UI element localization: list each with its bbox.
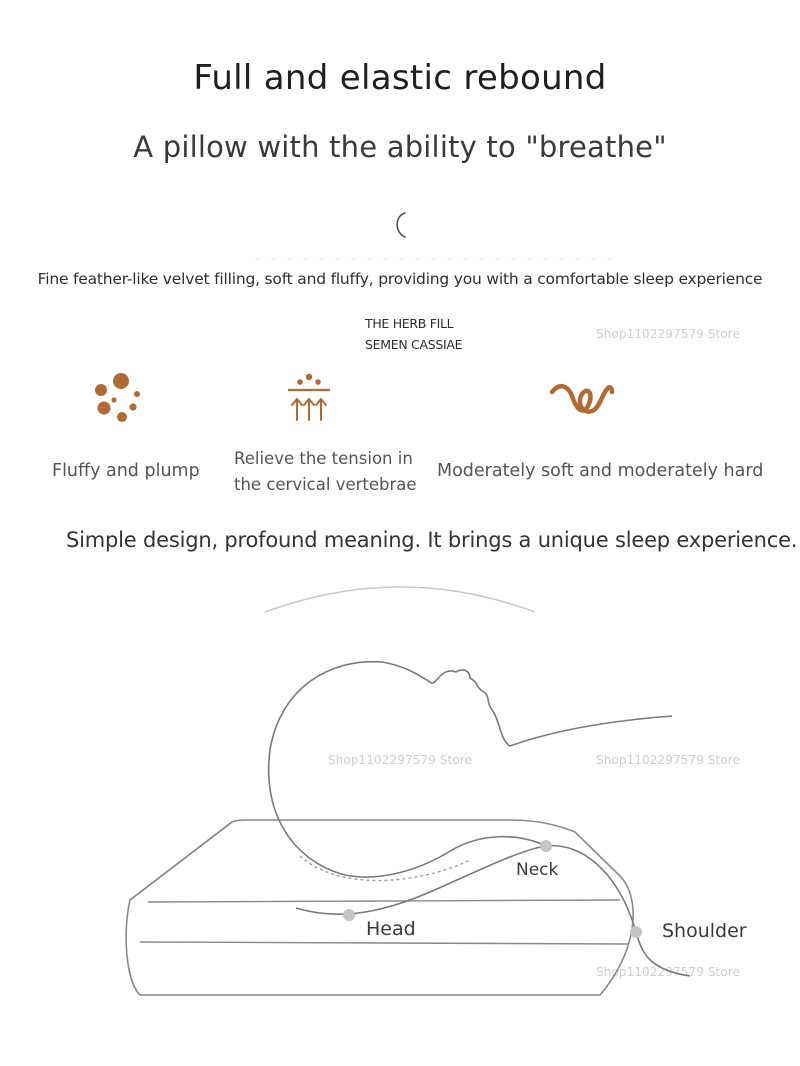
watermark: Shop1102297579 Store	[596, 753, 741, 767]
tagline: Simple design, profound meaning. It brings a unique sleep experience.	[66, 528, 798, 552]
feature-label-relieve-line2: the cervical vertebrae	[234, 475, 417, 494]
faint-divider	[255, 258, 615, 260]
watermark: Shop1102297579 Store	[328, 753, 473, 767]
feature-label-fluffy: Fluffy and plump	[52, 461, 200, 481]
rising-arrows-icon	[284, 372, 334, 424]
diagram-label-shoulder: Shoulder	[662, 920, 747, 942]
herb-fill-block	[365, 313, 462, 355]
watermark: Shop1102297579 Store	[596, 327, 741, 341]
watermark: Shop1102297579 Store	[596, 965, 741, 979]
page-subtitle: A pillow with the ability to "breathe"	[133, 130, 667, 164]
dots-cluster-icon	[88, 370, 148, 428]
herb-fill-line2: SEMEN CASSIAE	[365, 337, 463, 352]
wave-loop-icon	[548, 380, 616, 420]
feature-label-relieve	[234, 446, 417, 498]
diagram-label-head: Head	[366, 918, 416, 940]
feature-label-moderate: Moderately soft and moderately hard	[437, 461, 764, 481]
herb-fill-line1: THE HERB FILL	[365, 316, 454, 331]
diagram-label-neck: Neck	[516, 860, 559, 880]
filling-description: Fine feather-like velvet filling, soft and fluffy, providing you with a comfortable sleep experience	[37, 270, 763, 288]
feature-label-relieve-line1: Relieve the tension in	[234, 449, 413, 468]
pillow-diagram	[0, 570, 800, 1066]
crescent-moon-icon	[390, 210, 414, 240]
page-title: Full and elastic rebound	[193, 58, 607, 98]
